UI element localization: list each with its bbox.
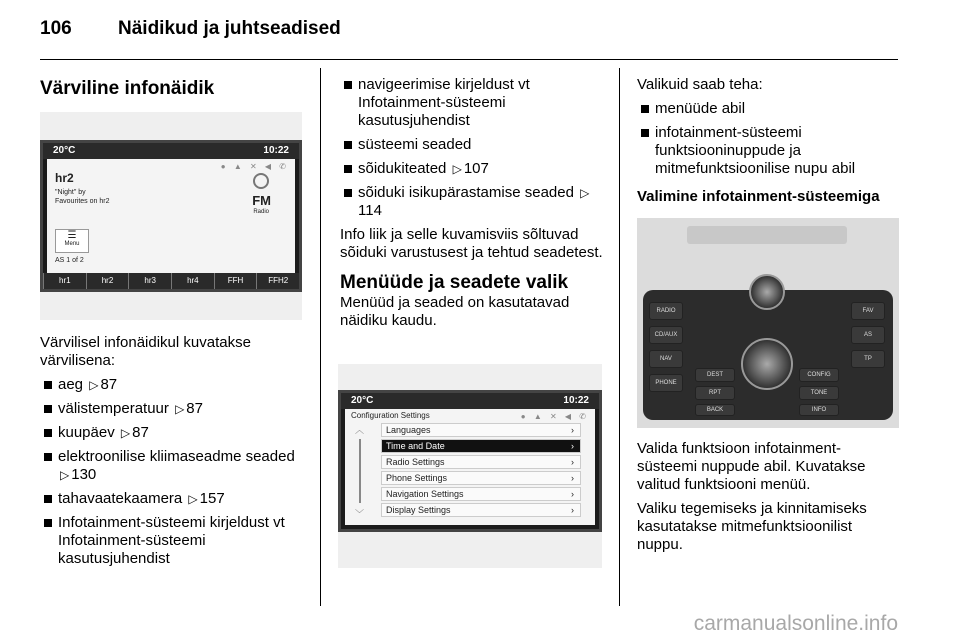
- scroll-up-icon: ︿: [355, 425, 365, 435]
- page-ref: 87: [132, 424, 149, 441]
- list-item: [40, 514, 308, 568]
- preset-bar: [43, 273, 299, 289]
- infotainment-screen: [40, 140, 302, 292]
- menu-row-navigation: [381, 487, 581, 501]
- phone-button: PHONE: [649, 374, 683, 392]
- air-vents: [687, 226, 847, 244]
- ref-arrow-icon: ▷: [120, 426, 131, 440]
- options-list: [637, 100, 897, 178]
- status-icons: ● ▲ ✕ ◀ ✆: [520, 412, 589, 421]
- preset-4: hr4: [171, 273, 214, 289]
- list-item: [340, 76, 604, 130]
- page-ref: 87: [100, 376, 118, 393]
- menu-row-languages: [381, 423, 581, 437]
- chevron-right-icon: ›: [571, 425, 574, 435]
- clock: 10:22: [563, 395, 589, 406]
- preset-3: hr3: [128, 273, 171, 289]
- back-button: BACK: [695, 404, 735, 416]
- ref-arrow-icon: ▷: [452, 162, 462, 176]
- item-text: sõidukiteated: [358, 160, 447, 177]
- tone-button: TONE: [799, 386, 839, 400]
- menu-row-display: [381, 503, 581, 517]
- header-rule: [40, 59, 898, 60]
- display-content-list-cont: [340, 76, 604, 220]
- item-text: Infotainment-süsteemi kirjeldust vt Infotainment-süsteemi kasutusjuhendist: [58, 514, 285, 567]
- scrollbar: [359, 439, 361, 503]
- outside-temperature: 20°C: [351, 395, 374, 406]
- control-panel-photo: [637, 218, 899, 428]
- page-ref: 87: [186, 400, 203, 417]
- list-item: [637, 100, 897, 118]
- screen-status-bar: [341, 393, 599, 409]
- item-text: sõiduki isikupärastamise seaded: [358, 184, 574, 201]
- item-text: infotainment-süsteemi funktsiooninuppude ja mitmefunktsioonilise nupu abil: [655, 124, 856, 177]
- item-text: navigeerimise kirjeldust vt Infotainment-süsteemi kasutusjuhendist: [358, 76, 530, 129]
- item-text: välistemperatuur: [58, 400, 169, 417]
- dest-button: DEST: [695, 368, 735, 382]
- chevron-right-icon: ›: [571, 473, 574, 483]
- list-item: [340, 184, 604, 220]
- row-label: Languages: [386, 425, 431, 435]
- menu-paragraph: Menüüd ja seaded on kasutatavad näidiku kaudu.: [340, 294, 570, 329]
- preset-1: hr1: [43, 273, 86, 289]
- song-artist: Favourites on hr2: [55, 198, 110, 205]
- radio-screen: [47, 159, 295, 273]
- screen-status-bar: [43, 143, 299, 159]
- display-photo: [40, 112, 302, 320]
- row-label: Navigation Settings: [386, 489, 464, 499]
- menu-title: Configuration Settings: [351, 411, 430, 420]
- page-ref: 107: [463, 160, 489, 177]
- tp-button: TP: [851, 350, 885, 368]
- ref-arrow-icon: ▷: [580, 186, 590, 200]
- item-text: menüüde abil: [655, 100, 746, 117]
- ref-arrow-icon: ▷: [89, 378, 99, 392]
- clock: 10:22: [263, 145, 289, 156]
- station-name: hr2: [55, 171, 74, 185]
- menu-row-time-date: [381, 439, 581, 453]
- ref-arrow-icon: ▷: [188, 492, 198, 506]
- menu-button: [55, 229, 89, 253]
- ref-arrow-icon: ▷: [60, 468, 70, 482]
- chevron-right-icon: ›: [571, 489, 574, 499]
- item-text: kuupäev: [58, 424, 115, 441]
- list-item: [40, 490, 308, 508]
- display-intro: Värvilisel infonäidikul kuvatakse värvilisena:: [40, 334, 251, 369]
- row-label: Phone Settings: [386, 473, 448, 483]
- preset-2: hr2: [86, 273, 129, 289]
- preset-5: FFH: [214, 273, 257, 289]
- list-item: [340, 160, 604, 178]
- radio-icon: [253, 173, 269, 189]
- selection-paragraph: Valida funktsioon infotainment-süsteemi nuppude abil. Kuvatakse valitud funktsiooni menüü.: [637, 440, 866, 493]
- column-divider-2: [619, 68, 620, 606]
- watermark: carmanualsonline.info: [693, 612, 898, 635]
- chevron-right-icon: ›: [571, 441, 574, 451]
- band-label: FM: [252, 193, 271, 208]
- list-item: [637, 124, 897, 178]
- as-button: AS: [851, 326, 885, 344]
- scroll-down-icon: ﹀: [355, 509, 365, 519]
- outside-temperature: 20°C: [53, 145, 76, 156]
- configuration-menu: [345, 409, 595, 525]
- page-ref: 114: [358, 202, 382, 219]
- settings-photo: [338, 364, 602, 568]
- row-label: Radio Settings: [386, 457, 445, 467]
- song-title: "Night" by: [55, 189, 86, 196]
- settings-screen: [338, 390, 602, 532]
- menu-row-phone: [381, 471, 581, 485]
- row-label: Time and Date: [386, 441, 445, 451]
- fav-button: FAV: [851, 302, 885, 320]
- list-item: [40, 424, 308, 442]
- row-label: Display Settings: [386, 505, 451, 515]
- menu-label: Menu: [64, 241, 80, 247]
- info-button: INFO: [799, 404, 839, 416]
- cd-aux-button: CD/AUX: [649, 326, 683, 344]
- list-item: [40, 400, 308, 418]
- section-heading-infotainment-selection: Valimine infotainment-süsteemiga: [637, 188, 880, 205]
- rpt-button: RPT: [695, 386, 735, 400]
- radio-button: RADIO: [649, 302, 683, 320]
- power-knob: [749, 274, 785, 310]
- page-ref: 157: [199, 490, 225, 507]
- column-divider-1: [320, 68, 321, 606]
- band-sublabel: Radio: [253, 209, 269, 215]
- list-item: [40, 376, 308, 394]
- config-button: CONFIG: [799, 368, 839, 382]
- chevron-right-icon: ›: [571, 505, 574, 515]
- autostore-label: AS 1 of 2: [55, 257, 84, 264]
- item-text: aeg: [58, 376, 84, 393]
- options-intro: Valikuid saab teha:: [637, 76, 763, 93]
- chevron-right-icon: ›: [571, 457, 574, 467]
- display-content-list: [40, 376, 308, 568]
- item-text: süsteemi seaded: [358, 136, 472, 153]
- menu-row-radio: [381, 455, 581, 469]
- page-ref: 130: [71, 466, 97, 483]
- info-paragraph: Info liik ja selle kuvamisviis sõltuvad sõiduki varustusest ja tehtud seadetest.: [340, 226, 603, 261]
- multifunction-knob: [741, 338, 793, 390]
- section-heading-menu-selection: Menüüde ja seadete valik: [340, 272, 569, 293]
- menu-icon: ☰: [67, 230, 77, 241]
- page-title: Näidikud ja juhtseadised: [118, 18, 341, 39]
- item-text: elektroonilise kliimaseadme seaded: [58, 448, 295, 465]
- list-item: [40, 448, 308, 484]
- preset-6: FFH2: [256, 273, 299, 289]
- confirm-paragraph: Valiku tegemiseks ja kinnitamiseks kasutatakse mitmefunktsioonilist nuppu.: [637, 500, 867, 553]
- list-item: [340, 136, 604, 154]
- nav-button: NAV: [649, 350, 683, 368]
- section-heading-color-display: Värviline infonäidik: [40, 78, 215, 99]
- status-icons: ● ▲ ✕ ◀ ✆: [220, 162, 289, 171]
- ref-arrow-icon: ▷: [175, 402, 185, 416]
- page-number: 106: [40, 18, 72, 39]
- item-text: tahavaatekaamera: [58, 490, 183, 507]
